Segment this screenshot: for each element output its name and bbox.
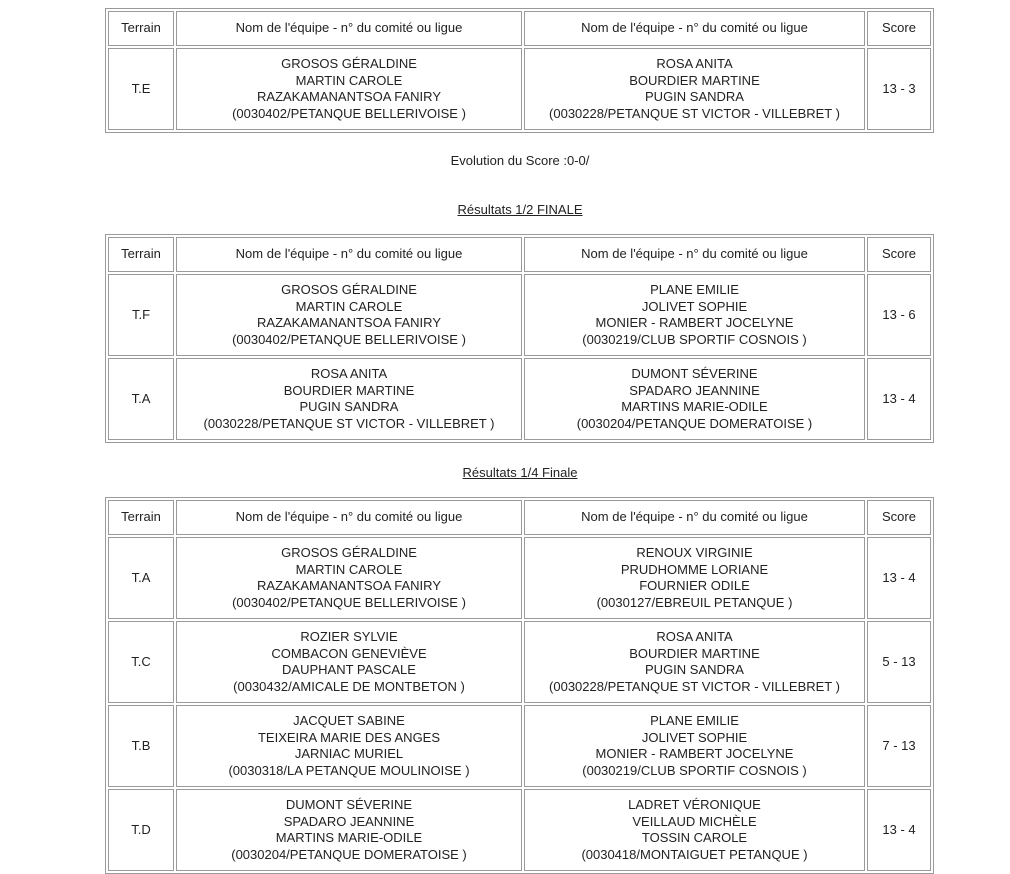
player-name: PRUDHOMME LORIANE <box>620 561 769 577</box>
player-name: FOURNIER ODILE <box>639 578 750 593</box>
player-name: ROSA ANITA <box>310 366 388 381</box>
player-name: BOURDIER MARTINE <box>283 382 415 398</box>
quarter-final-results-table <box>105 497 934 874</box>
team-b-cell <box>524 48 865 130</box>
player-name: JOLIVET SOPHIE <box>641 298 748 314</box>
player-name: PLANE EMILIE <box>650 713 739 728</box>
player-name: COMBACON GENEVIÈVE <box>271 645 427 661</box>
table-row <box>108 621 931 703</box>
terrain-cell: T.F <box>108 274 174 356</box>
terrain-cell: T.C <box>108 621 174 703</box>
table-header-row <box>108 237 931 272</box>
club-name: (0030219/CLUB SPORTIF COSNOIS ) <box>582 331 807 347</box>
header-terrain: Terrain <box>108 500 174 535</box>
score-cell: 13 - 6 <box>867 274 931 356</box>
player-name: ROSA ANITA <box>656 629 733 644</box>
team-b-cell <box>524 705 865 787</box>
team-b-cell <box>524 274 865 356</box>
semi-final-results-table <box>105 234 934 443</box>
score-cell: 13 - 4 <box>867 537 931 619</box>
player-name: PUGIN SANDRA <box>299 399 399 414</box>
team-a-cell <box>176 789 522 871</box>
team-b-cell <box>524 789 865 871</box>
semi-final-title: Résultats 1/2 FINALE <box>457 202 583 217</box>
player-name: GROSOS GÉRALDINE <box>281 282 417 297</box>
header-score: Score <box>867 237 931 272</box>
table-row <box>108 537 931 619</box>
player-name: LADRET VÉRONIQUE <box>628 797 761 812</box>
team-b-cell <box>524 358 865 440</box>
club-name: (0030418/MONTAIGUET PETANQUE ) <box>581 846 808 862</box>
terrain-cell: T.E <box>108 48 174 130</box>
header-team-b: Nom de l'équipe - n° du comité ou ligue <box>524 237 865 272</box>
team-a-cell <box>176 621 522 703</box>
club-name: (0030127/EBREUIL PETANQUE ) <box>596 594 793 610</box>
player-name: SPADARO JEANNINE <box>629 382 760 398</box>
club-name: (0030228/PETANQUE ST VICTOR - VILLEBRET ) <box>203 415 495 431</box>
team-a-cell <box>176 274 522 356</box>
player-name: DUMONT SÉVERINE <box>285 797 413 812</box>
header-team-a: Nom de l'équipe - n° du comité ou ligue <box>176 11 522 46</box>
club-name: (0030219/CLUB SPORTIF COSNOIS ) <box>582 762 807 778</box>
player-name: GROSOS GÉRALDINE <box>281 56 417 71</box>
player-name: RAZAKAMANANTSOA FANIRY <box>257 89 441 104</box>
header-team-b: Nom de l'équipe - n° du comité ou ligue <box>524 500 865 535</box>
final-results-table <box>105 8 934 133</box>
club-name: (0030318/LA PETANQUE MOULINOISE ) <box>228 762 470 778</box>
player-name: BOURDIER MARTINE <box>629 72 760 88</box>
table-header-row <box>108 11 931 46</box>
table-header-row <box>108 500 931 535</box>
score-cell: 13 - 4 <box>867 789 931 871</box>
terrain-cell: T.B <box>108 705 174 787</box>
quarter-final-title: Résultats 1/4 Finale <box>462 465 578 480</box>
player-name: ROZIER SYLVIE <box>300 629 398 644</box>
player-name: DAUPHANT PASCALE <box>282 662 416 677</box>
player-name: PLANE EMILIE <box>650 282 739 297</box>
player-name: VEILLAUD MICHÈLE <box>632 813 757 829</box>
table-row <box>108 789 931 871</box>
player-name: GROSOS GÉRALDINE <box>281 545 417 560</box>
player-name: JACQUET SABINE <box>293 713 405 728</box>
header-terrain: Terrain <box>108 11 174 46</box>
player-name: JARNIAC MURIEL <box>294 746 404 761</box>
header-team-a: Nom de l'équipe - n° du comité ou ligue <box>176 500 522 535</box>
player-name: MARTIN CAROLE <box>295 298 403 314</box>
player-name: MARTINS MARIE-ODILE <box>621 399 768 414</box>
club-name: (0030402/PETANQUE BELLERIVOISE ) <box>232 105 466 121</box>
terrain-cell: T.D <box>108 789 174 871</box>
player-name: RENOUX VIRGINIE <box>636 545 753 560</box>
team-b-cell <box>524 621 865 703</box>
player-name: JOLIVET SOPHIE <box>641 729 748 745</box>
score-cell: 5 - 13 <box>867 621 931 703</box>
club-name: (0030204/PETANQUE DOMERATOISE ) <box>231 846 467 862</box>
score-cell: 13 - 3 <box>867 48 931 130</box>
table-row <box>108 358 931 440</box>
team-a-cell <box>176 358 522 440</box>
header-team-a: Nom de l'équipe - n° du comité ou ligue <box>176 237 522 272</box>
team-a-cell <box>176 48 522 130</box>
club-name: (0030204/PETANQUE DOMERATOISE ) <box>576 415 813 431</box>
header-team-b: Nom de l'équipe - n° du comité ou ligue <box>524 11 865 46</box>
player-name: TOSSIN CAROLE <box>641 830 748 845</box>
player-name: BOURDIER MARTINE <box>629 645 760 661</box>
player-name: SPADARO JEANNINE <box>283 813 415 829</box>
club-name: (0030228/PETANQUE ST VICTOR - VILLEBRET ) <box>549 678 840 694</box>
terrain-cell: T.A <box>108 537 174 619</box>
player-name: MONIER - RAMBERT JOCELYNE <box>595 746 794 761</box>
player-name: RAZAKAMANANTSOA FANIRY <box>257 315 441 330</box>
player-name: TEIXEIRA MARIE DES ANGES <box>257 729 441 745</box>
terrain-cell: T.A <box>108 358 174 440</box>
club-name: (0030402/PETANQUE BELLERIVOISE ) <box>232 331 466 347</box>
player-name: MARTINS MARIE-ODILE <box>275 830 423 845</box>
table-row <box>108 705 931 787</box>
header-score: Score <box>867 11 931 46</box>
player-name: DUMONT SÉVERINE <box>631 366 758 381</box>
header-score: Score <box>867 500 931 535</box>
table-row <box>108 48 931 130</box>
player-name: MONIER - RAMBERT JOCELYNE <box>595 315 794 330</box>
player-name: RAZAKAMANANTSOA FANIRY <box>257 578 441 593</box>
club-name: (0030432/AMICALE DE MONTBETON ) <box>233 678 465 694</box>
player-name: MARTIN CAROLE <box>295 72 403 88</box>
score-evolution: Evolution du Score :0-0/ <box>450 153 590 168</box>
club-name: (0030228/PETANQUE ST VICTOR - VILLEBRET ) <box>549 105 840 121</box>
club-name: (0030402/PETANQUE BELLERIVOISE ) <box>232 594 466 610</box>
header-terrain: Terrain <box>108 237 174 272</box>
team-a-cell <box>176 537 522 619</box>
score-cell: 13 - 4 <box>867 358 931 440</box>
player-name: PUGIN SANDRA <box>645 89 744 104</box>
score-cell: 7 - 13 <box>867 705 931 787</box>
player-name: MARTIN CAROLE <box>295 561 403 577</box>
team-a-cell <box>176 705 522 787</box>
player-name: PUGIN SANDRA <box>645 662 744 677</box>
table-row <box>108 274 931 356</box>
player-name: ROSA ANITA <box>656 56 733 71</box>
team-b-cell <box>524 537 865 619</box>
